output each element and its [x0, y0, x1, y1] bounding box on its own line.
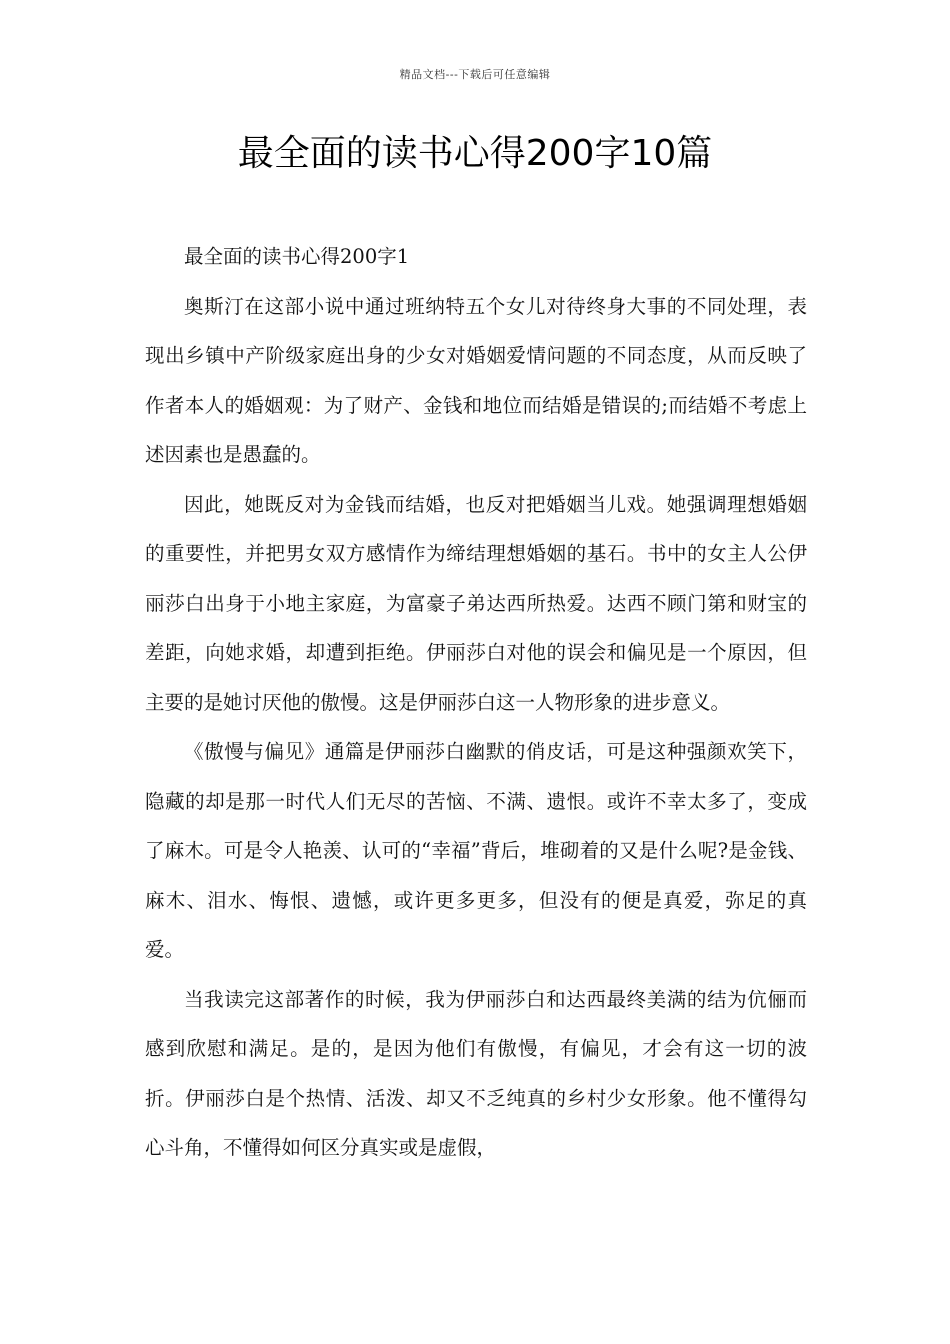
header-note: 精品文档---下载后可任意编辑 [399, 68, 551, 81]
document-body [145, 232, 807, 1173]
paragraph-1: 奥斯汀在这部小说中通过班纳特五个女儿对待终身大事的不同处理，表现出乡镇中产阶级家庭出身的少女对婚姻爱情问题的不同态度，从而反映了作者本人的婚姻观：为了财产、金钱和地位而结婚是错误的;而结婚不考虑上述因素也是愚蠢的。 [145, 294, 807, 466]
paragraph-3: 《傲慢与偏见》通篇是伊丽莎白幽默的俏皮话，可是这种强颜欢笑下，隐藏的却是那一时代人们无尽的苦恼、不满、遗恨。或许不幸太多了，变成了麻木。可是令人艳羡、认可的“幸福”背后，堆砌着的又是什么呢?是金钱、麻木、泪水、悔恨、遗憾，或许更多更多，但没有的便是真爱，弥足的真爱。 [145, 740, 807, 961]
paragraph-4: 当我读完这部著作的时候，我为伊丽莎白和达西最终美满的结为伉俪而感到欣慰和满足。是的，是因为他们有傲慢，有偏见，才会有这一切的波折。伊丽莎白是个热情、活泼、却又不乏纯真的乡村少女形象。他不懂得勾心斗角，不懂得如何区分真实或是虚假， [145, 987, 807, 1159]
paragraph-2: 因此，她既反对为金钱而结婚，也反对把婚姻当儿戏。她强调理想婚姻的重要性，并把男女双方感情作为缔结理想婚姻的基石。书中的女主人公伊丽莎白出身于小地主家庭，为富豪子弟达西所热爱。达西不顾门第和财宝的差距，向她求婚，却遭到拒绝。伊丽莎白对他的误会和偏见是一个原因，但主要的是她讨厌他的傲慢。这是伊丽莎白这一人物形象的进步意义。 [145, 492, 807, 714]
document-title: 最全面的读书心得200字10篇 [237, 133, 713, 174]
section-heading: 最全面的读书心得200字1 [184, 245, 410, 268]
